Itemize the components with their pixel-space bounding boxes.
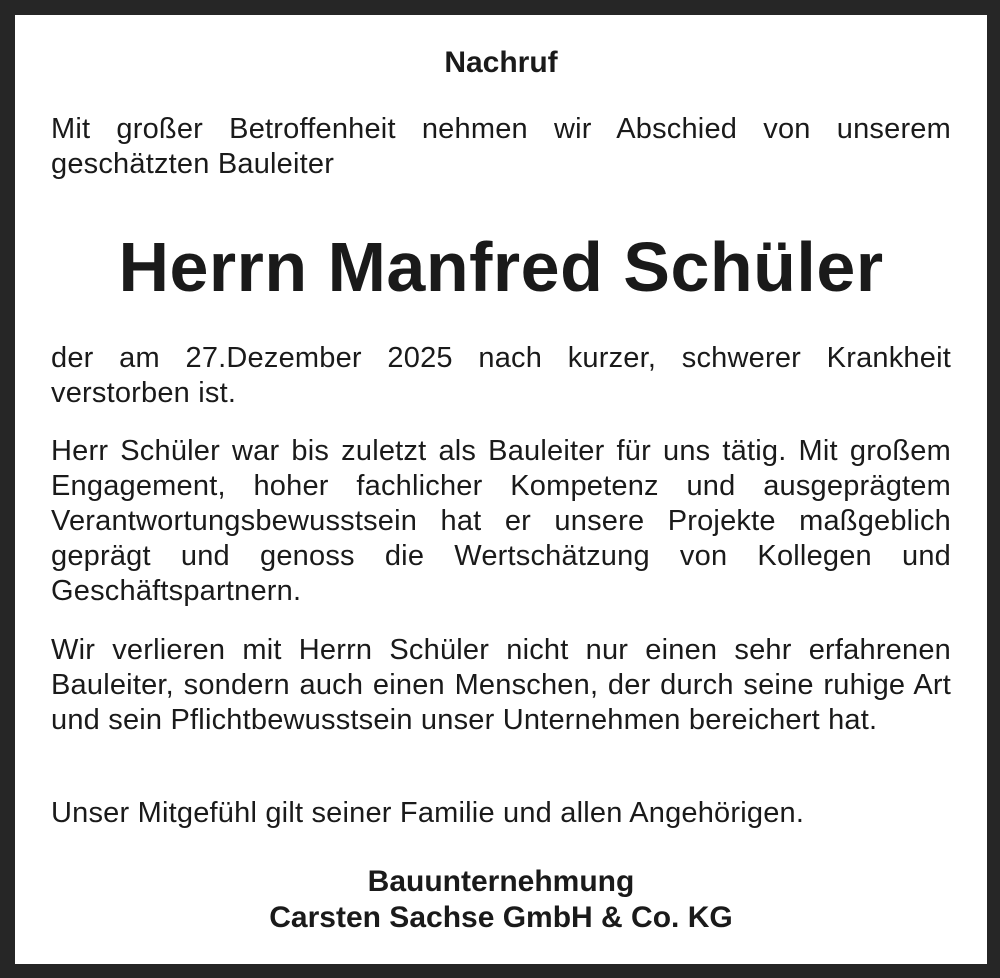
- sympathy-paragraph: Unser Mitgefühl gilt seiner Familie und allen Angehörigen.: [51, 797, 805, 829]
- notice-heading: Nachruf: [444, 46, 558, 79]
- intro-paragraph: Mit großer Betroffenheit nehmen wir Abschied von unserem geschätzten Bauleiter: [51, 113, 951, 180]
- tribute-paragraph: Herr Schüler war bis zuletzt als Bauleiter für uns tätig. Mit großem Engagement, hoher fachlicher Kompetenz und ausgeprägtem Verantwortungsbewusstsein hat er unsere Projekte maßgeblich geprägt und genoss die Wertschätzung von Kollegen und Geschäftspartnern.: [51, 435, 951, 607]
- deceased-name: Herrn Manfred Schüler: [118, 228, 884, 306]
- signature-company-type: Bauunternehmung: [367, 865, 635, 898]
- obituary-notice: [15, 15, 987, 964]
- loss-paragraph: Wir verlieren mit Herrn Schüler nicht nur einen sehr erfahrenen Bauleiter, sondern auch einen Menschen, der durch seine ruhige Art und sein Pflichtbewusstsein unser Unternehmen bereichert hat.: [51, 634, 951, 736]
- signature-company-name: Carsten Sachse GmbH & Co. KG: [269, 901, 733, 934]
- death-paragraph: der am 27.Dezember 2025 nach kurzer, schwerer Krankheit verstorben ist.: [51, 342, 951, 409]
